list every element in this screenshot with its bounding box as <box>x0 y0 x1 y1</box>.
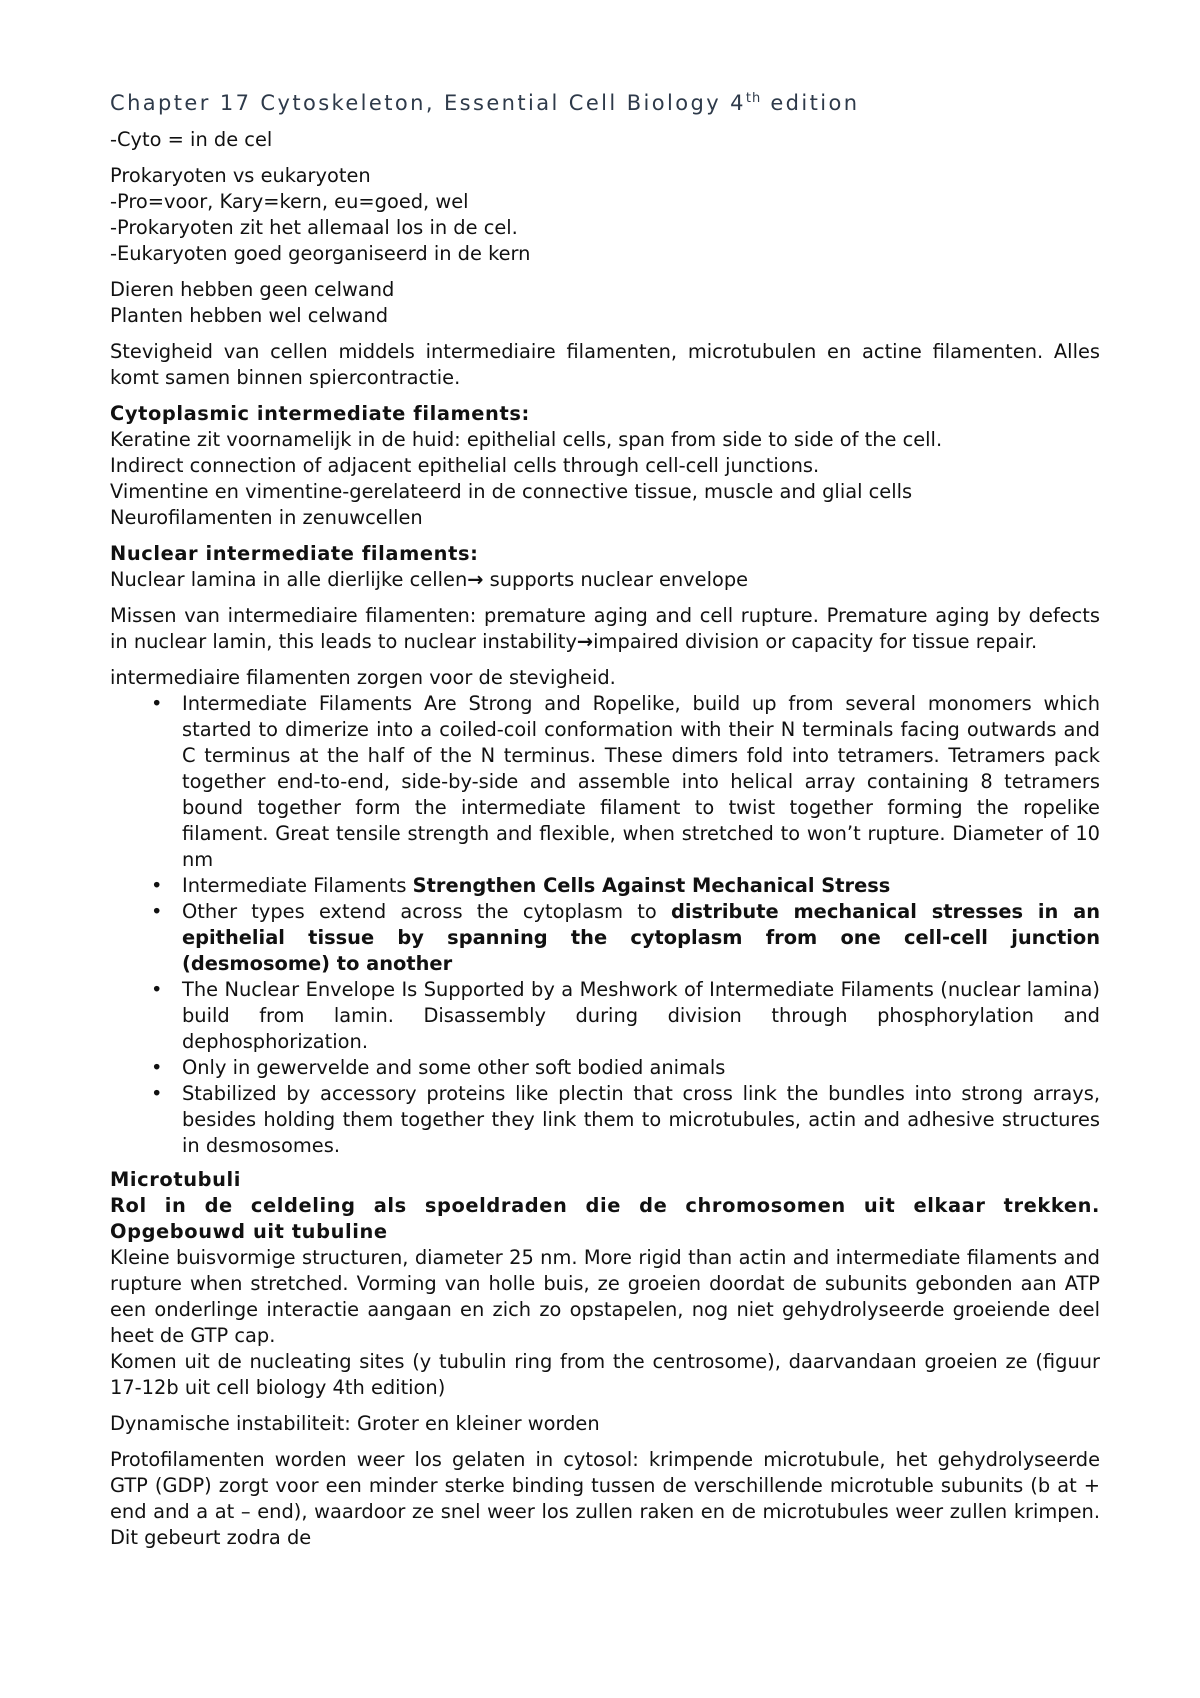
microtubuli-block <box>110 1167 1100 1401</box>
list-item-text: Only in gewervelde and some other soft bodied animals <box>182 1056 726 1079</box>
missen-text: impaired division or capacity for tissue repair. <box>593 630 1038 653</box>
bullet-list <box>110 691 1100 1159</box>
prokaryotes-line: -Eukaryoten goed georganiseerd in de kern <box>110 242 531 265</box>
list-item <box>110 1055 1100 1081</box>
bullet-icon: • <box>151 692 163 715</box>
cellwall-line: Planten hebben wel celwand <box>110 304 389 327</box>
cytoplasmic-block <box>110 401 1100 531</box>
bullet-icon: • <box>151 874 163 897</box>
nuclear-heading: Nuclear intermediate filaments: <box>110 542 479 565</box>
page-title <box>110 84 1100 118</box>
prokaryotes-line: -Prokaryoten zit het allemaal los in de cel. <box>110 216 518 239</box>
bullet-icon: • <box>151 978 163 1001</box>
cellwall-line: Dieren hebben geen celwand <box>110 278 395 301</box>
nuclear-text: Nuclear lamina in alle dierlijke cellen <box>110 568 468 591</box>
list-item <box>110 1081 1100 1159</box>
bullet-icon: • <box>151 900 163 923</box>
microtubuli-subheading: Rol in de celdeling als spoeldraden die de chromosomen uit elkaar trekken. Opgebouwd uit tubuline <box>110 1194 1100 1243</box>
prokaryotes-block <box>110 163 1100 267</box>
cellwall-block <box>110 277 1100 329</box>
arrow-icon: → <box>467 568 484 591</box>
list-item-text: Intermediate Filaments <box>182 874 413 897</box>
nuclear-block <box>110 541 1100 593</box>
cytoplasmic-line: Neurofilamenten in zenuwcellen <box>110 506 423 529</box>
arrow-icon: → <box>576 630 594 653</box>
cytoplasmic-heading: Cytoplasmic intermediate filaments: <box>110 402 530 425</box>
nuclear-text: supports nuclear envelope <box>483 568 749 591</box>
list-item-bold: distribute mechanical stresses in an epithelial tissue by spanning the cytoplasm from one cell-cell junction (desmosome) to another <box>182 900 1101 975</box>
list-item-text: Intermediate Filaments Are Strong and Ropelike, build up from several monomers which started to dimerize into a coiled-coil conformation with their N terminals facing outwards and C terminus at the half of the N terminus. These dimers fold into tetramers. Tetramers pack together end-to-end, side-by-side and assemble into helical array containing 8 tetramers bound together form the intermediate filament to twist together forming the ropelike filament. Great tensile strength and flexible, when stretched to won’t rupture. Diameter of 10 nm <box>182 692 1100 871</box>
list-item-text: Stabilized by accessory proteins like plectin that cross link the bundles into strong arrays, besides holding them together they link them to microtubules, actin and adhesive structures in desmosomes. <box>182 1082 1100 1157</box>
microtubuli-heading: Microtubuli <box>110 1168 241 1191</box>
bullet-icon: • <box>151 1082 163 1105</box>
title-suffix: edition <box>761 91 860 115</box>
prokaryotes-line: Prokaryoten vs eukaryoten <box>110 164 371 187</box>
list-item <box>110 977 1100 1055</box>
dynamic-instability: Dynamische instabiliteit: Groter en kleiner worden <box>110 1412 600 1435</box>
microtubuli-text: Komen uit de nucleating sites (y tubulin ring from the centrosome), daarvandaan groeien ze (figuur 17-12b uit cell biology 4th edition) <box>110 1350 1100 1399</box>
stevigheid-paragraph: Stevigheid van cellen middels intermediaire filamenten, microtubulen en actine filamenten. Alles komt samen binnen spiercontractie. <box>110 340 1100 389</box>
list-item <box>110 691 1100 873</box>
microtubuli-text: Kleine buisvormige structuren, diameter 25 nm. More rigid than actin and intermediate filaments and rupture when stretched. Vorming van holle buis, ze groeien doordat de subunits gebonden aan ATP een onderlinge interactie aangaan en zich zo opstapelen, nog niet gehydrolyseerde groeiende deel heet de GTP cap. <box>110 1246 1100 1347</box>
cytoplasmic-line: Keratine zit voornamelijk in de huid: epithelial cells, span from side to side of the cell. <box>110 428 943 451</box>
list-item <box>110 899 1100 977</box>
list-item-text: The Nuclear Envelope Is Supported by a Meshwork of Intermediate Filaments (nuclear lamina) build from lamin. Disassembly during division through phosphorylation and dephosphorization. <box>182 978 1100 1053</box>
protofilament-paragraph: Protofilamenten worden weer los gelaten in cytosol: krimpende microtubule, het gehydrolyseerde GTP (GDP) zorgt voor een minder sterke binding tussen de verschillende microtuble subunits (b at + end and a at – end), waardoor ze snel weer los zullen raken en de microtubules weer zullen krimpen. Dit gebeurt zodra de <box>110 1448 1100 1549</box>
if-intro: intermediaire filamenten zorgen voor de stevigheid. <box>110 666 616 689</box>
prokaryotes-line: -Pro=voor, Kary=kern, eu=goed, wel <box>110 190 469 213</box>
list-item <box>110 873 1100 899</box>
cytoplasmic-line: Vimentine en vimentine-gerelateerd in de connective tissue, muscle and glial cells <box>110 480 913 503</box>
bullet-icon: • <box>151 1056 163 1079</box>
list-item-text: Other types extend across the cytoplasm to <box>182 900 671 923</box>
cytoplasmic-line: Indirect connection of adjacent epithelial cells through cell-cell junctions. <box>110 454 820 477</box>
cyto-definition: -Cyto = in de cel <box>110 128 273 151</box>
missen-text: Missen van intermediaire filamenten: premature aging and cell rupture. Premature aging by defects in nuclear lamin, this leads to nuclear instability <box>110 604 1100 653</box>
list-item-bold: Strengthen Cells Against Mechanical Stress <box>412 874 891 897</box>
title-superscript: th <box>745 91 762 106</box>
missen-paragraph <box>110 603 1100 655</box>
title-text: Chapter 17 Cytoskeleton, Essential Cell Biology 4 <box>110 91 746 115</box>
